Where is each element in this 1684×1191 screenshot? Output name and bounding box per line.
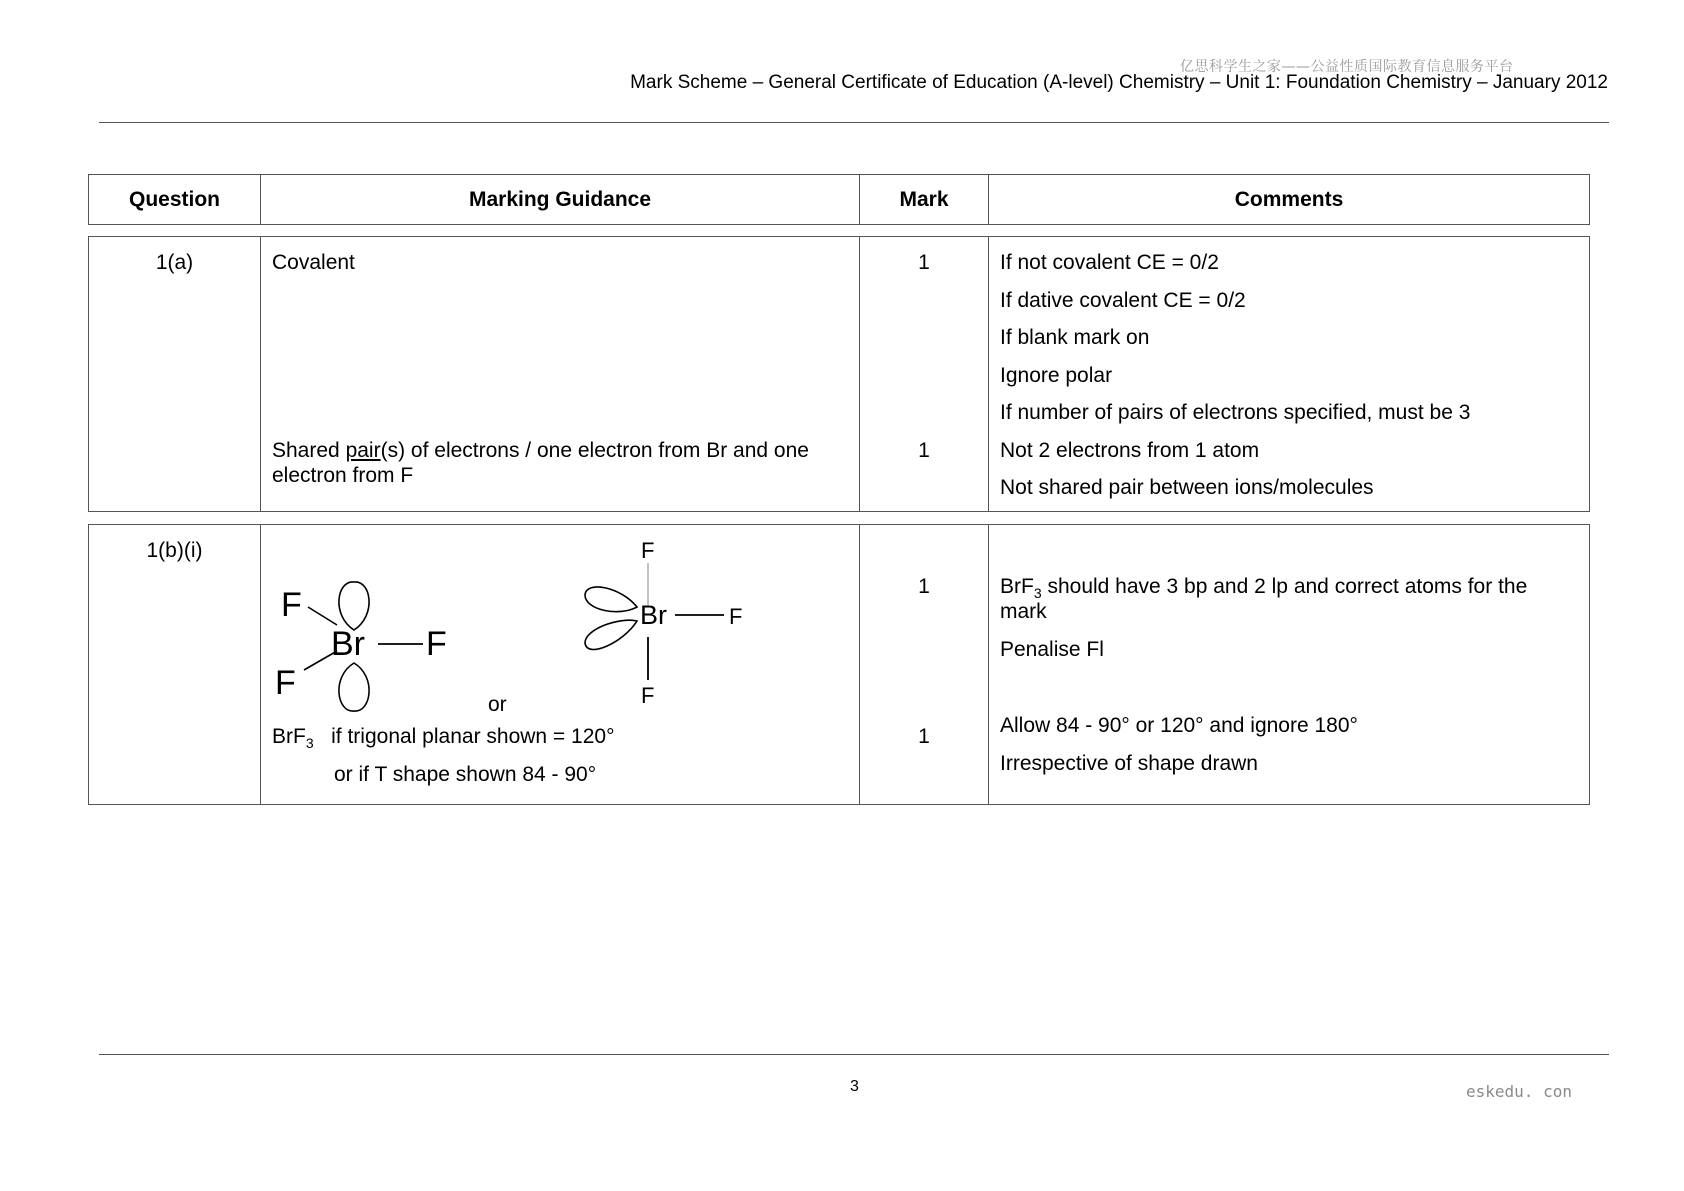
question-number: 1(b)(i)	[146, 539, 203, 562]
header-divider	[99, 122, 1609, 123]
comment-line: Not 2 electrons from 1 atom	[1000, 439, 1260, 462]
brf3-trigonal-diagram	[275, 582, 447, 711]
atom-fluorine: F	[281, 586, 302, 624]
comment-line: mark	[1000, 600, 1047, 623]
brf3-structure-diagram	[261, 525, 859, 715]
watermark-top: 亿思科学生之家——公益性质国际教育信息服务平台	[1180, 59, 1514, 75]
atom-fluorine: F	[729, 604, 743, 629]
question-number: 1(a)	[155, 251, 194, 274]
brf3-t-shape-diagram	[585, 538, 742, 708]
header-marking-guidance: Marking Guidance	[261, 175, 860, 225]
lone-pair-lobe	[585, 587, 637, 612]
comment-line: Penalise Fl	[1000, 638, 1104, 661]
question-1bi-table	[88, 524, 1590, 805]
comment-line: BrF$_3$ should have 3 bp and 2 lp and correct atoms for the	[1000, 575, 1528, 602]
mark-scheme-header-table	[88, 174, 1590, 225]
comment-line: If dative covalent CE = 0/2	[1000, 289, 1246, 312]
mark-value: 1	[918, 575, 930, 598]
comment-line: Not shared pair between ions/molecules	[1000, 476, 1374, 499]
page-number: 3	[850, 1078, 859, 1095]
atom-fluorine: F	[641, 538, 655, 563]
atom-fluorine: F	[641, 683, 655, 708]
guidance-shared-pair: Shared pair(s) of electrons / one electron from Br and one	[272, 439, 809, 462]
or-label: or	[488, 693, 507, 715]
comment-line: If number of pairs of electrons specified, must be 3	[1000, 401, 1471, 424]
watermark-bottom: eskedu. con	[1466, 1082, 1572, 1101]
comment-line: If not covalent CE = 0/2	[1000, 251, 1219, 274]
guidance-covalent: Covalent	[272, 251, 355, 274]
guidance-t-shape: or if T shape shown 84 - 90°	[334, 763, 597, 786]
mark-value: 1	[918, 725, 930, 748]
mark-value: 1	[918, 439, 930, 462]
footer-divider	[99, 1054, 1609, 1055]
lone-pair-lobe	[339, 582, 369, 630]
comment-line: If blank mark on	[1000, 326, 1150, 349]
comment-line: Allow 84 - 90° or 120° and ignore 180°	[1000, 714, 1358, 737]
comment-line: Ignore polar	[1000, 364, 1113, 387]
header-question: Question	[89, 175, 261, 225]
atom-bromine: Br	[331, 625, 365, 663]
atom-fluorine: F	[426, 625, 447, 663]
comment-line: Irrespective of shape drawn	[1000, 752, 1258, 775]
header-mark: Mark	[860, 175, 989, 225]
guidance-shared-pair-line2: electron from F	[272, 464, 414, 487]
header-comments: Comments	[989, 175, 1590, 225]
lone-pair-lobe	[339, 663, 369, 711]
atom-fluorine: F	[275, 664, 296, 702]
atom-bromine: Br	[640, 600, 667, 630]
page-header-title: Mark Scheme – General Certificate of Education (A-level) Chemistry – Unit 1: Foundation Chemistry – January 2012	[630, 72, 1608, 93]
question-1a-table	[88, 236, 1590, 512]
lone-pair-lobe	[585, 620, 637, 649]
bond-line	[308, 607, 337, 625]
guidance-trigonal-planar: BrF$_3$ if trigonal planar shown = 120°	[272, 725, 615, 752]
mark-value: 1	[918, 251, 930, 274]
